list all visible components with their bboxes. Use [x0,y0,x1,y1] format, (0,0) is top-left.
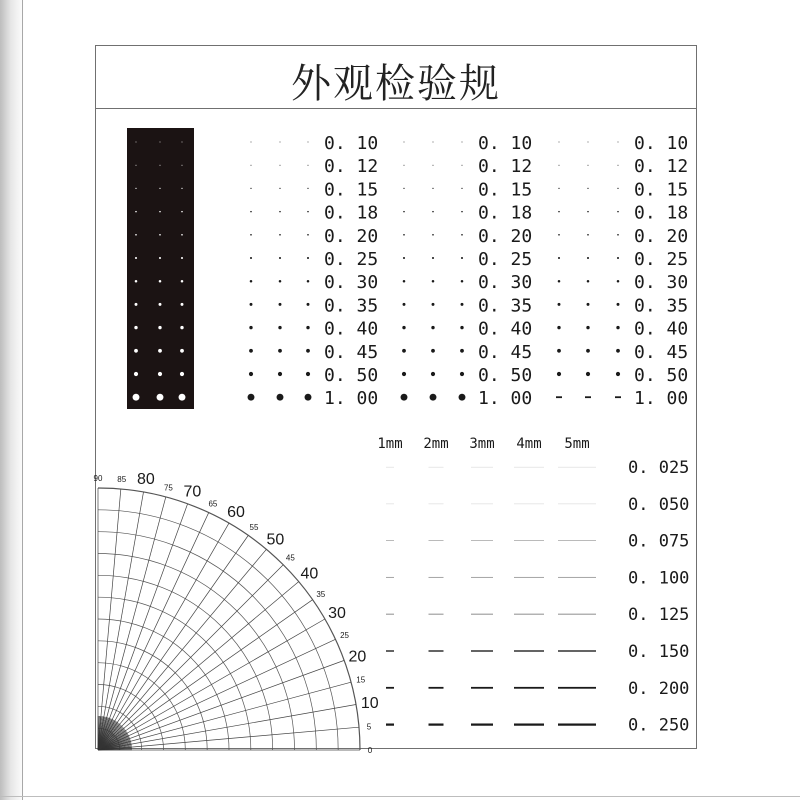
protractor-minor-label: 55 [249,523,259,533]
size-label: 1. 00 [324,388,379,410]
size-label: 0. 15 [478,179,533,201]
width-line [558,577,596,578]
size-label: 0. 15 [634,179,689,201]
width-line [514,650,544,651]
width-label: 0. 200 [628,678,690,699]
size-label: 0. 30 [634,272,689,294]
size-label: 0. 35 [324,295,379,317]
protractor-minor-label: 15 [356,675,366,685]
size-label: 0. 30 [324,272,379,294]
protractor-minor-label: 90 [93,474,103,483]
width-line [558,650,596,651]
width-label: 0. 125 [628,605,690,626]
width-line [514,540,544,541]
inspection-card [93,45,697,755]
size-label: 0. 40 [478,318,533,340]
width-line [429,650,444,651]
width-label: 0. 100 [628,568,690,589]
width-line [386,504,394,505]
size-label: 0. 30 [478,272,533,294]
size-label: 0. 50 [324,365,379,386]
width-line [514,467,544,468]
protractor-minor-label: 85 [117,475,127,485]
protractor-major-label: 70 [183,483,202,501]
protractor-major-label: 80 [137,471,155,489]
size-label: 0. 20 [478,225,533,247]
width-line [429,540,444,541]
width-line [386,723,394,725]
length-header: 4mm [516,436,542,452]
width-line [471,467,493,468]
protractor-ray [98,682,351,750]
size-label: 0. 20 [634,225,689,247]
width-line [386,467,394,468]
width-line [558,723,596,725]
left-edge-shadow [0,0,24,800]
size-label: 0. 45 [478,341,533,363]
size-label: 0. 25 [478,249,533,270]
protractor-ray [98,504,188,750]
size-label: 1. 00 [478,388,533,410]
width-line [386,650,394,651]
size-label: 0. 35 [634,295,689,317]
size-label: 0. 10 [634,133,689,154]
width-line [429,687,444,689]
size-label: 0. 35 [478,295,533,317]
width-line [558,467,596,468]
width-label: 0. 150 [628,642,690,662]
length-header: 1mm [377,436,403,452]
width-line [558,540,596,541]
width-line [471,723,493,725]
length-header: 2mm [423,436,449,452]
size-label: 0. 20 [324,225,379,247]
width-line [386,540,394,541]
width-line [386,687,394,689]
size-label: 0. 45 [324,341,379,363]
width-line [558,504,596,505]
size-label: 0. 25 [324,249,379,270]
size-label: 0. 12 [324,156,379,178]
width-label: 0. 025 [628,458,690,478]
width-line [429,614,444,615]
width-line [471,687,493,689]
width-line [386,577,394,578]
angle-protractor [93,464,386,755]
protractor-major-label: 30 [328,605,346,622]
protractor-minor-label: 65 [208,499,218,509]
width-line [429,723,444,725]
protractor-minor-label: 5 [366,722,372,732]
width-line [514,577,544,578]
size-label: 0. 50 [634,365,689,386]
size-label: 0. 45 [634,341,689,363]
protractor-minor-label: 75 [163,483,173,493]
size-label: 0. 10 [478,133,533,154]
left-edge-line [22,0,23,800]
length-header: 5mm [564,436,590,452]
width-line [514,504,544,505]
protractor-ray [98,660,344,750]
protractor-major-label: 40 [300,565,319,583]
protractor-ray [98,497,166,750]
width-line [471,504,493,505]
width-line [514,723,544,725]
width-line [514,614,544,615]
size-label: 0. 10 [324,133,379,154]
size-label: 1. 00 [634,388,689,410]
protractor-minor-label: 25 [340,631,349,641]
card-title: 外观检验规 [291,61,501,107]
width-line [471,540,493,541]
size-label: 0. 40 [324,318,379,340]
protractor-major-label: 20 [348,648,367,666]
width-line [429,467,444,468]
protractor-major-label: 50 [266,531,285,549]
width-line [429,504,444,505]
width-line [514,687,544,689]
width-label: 0. 050 [628,494,690,515]
length-header: 3mm [469,436,495,452]
width-label: 0. 075 [628,531,690,552]
size-label: 0. 18 [324,202,379,224]
size-label: 0. 12 [478,156,533,178]
protractor-major-label: 60 [227,503,245,521]
size-label: 0. 18 [478,202,533,224]
width-line [429,577,444,578]
width-line [558,614,596,615]
width-line [471,577,493,578]
width-line [558,687,596,689]
size-label: 0. 15 [324,179,379,201]
width-line [471,650,493,651]
width-line [386,614,394,615]
size-label: 0. 18 [634,202,689,224]
size-label: 0. 40 [634,318,689,340]
size-label: 0. 12 [634,156,689,178]
bottom-edge-line [0,796,800,797]
size-label: 0. 50 [478,365,533,386]
size-label: 0. 25 [634,249,689,270]
width-line [471,614,493,615]
protractor-minor-label: 35 [316,589,326,599]
protractor-minor-label: 45 [285,553,295,563]
width-label: 0. 250 [628,715,690,736]
protractor-minor-label: 0 [367,746,373,755]
protractor-major-label: 10 [360,695,379,713]
